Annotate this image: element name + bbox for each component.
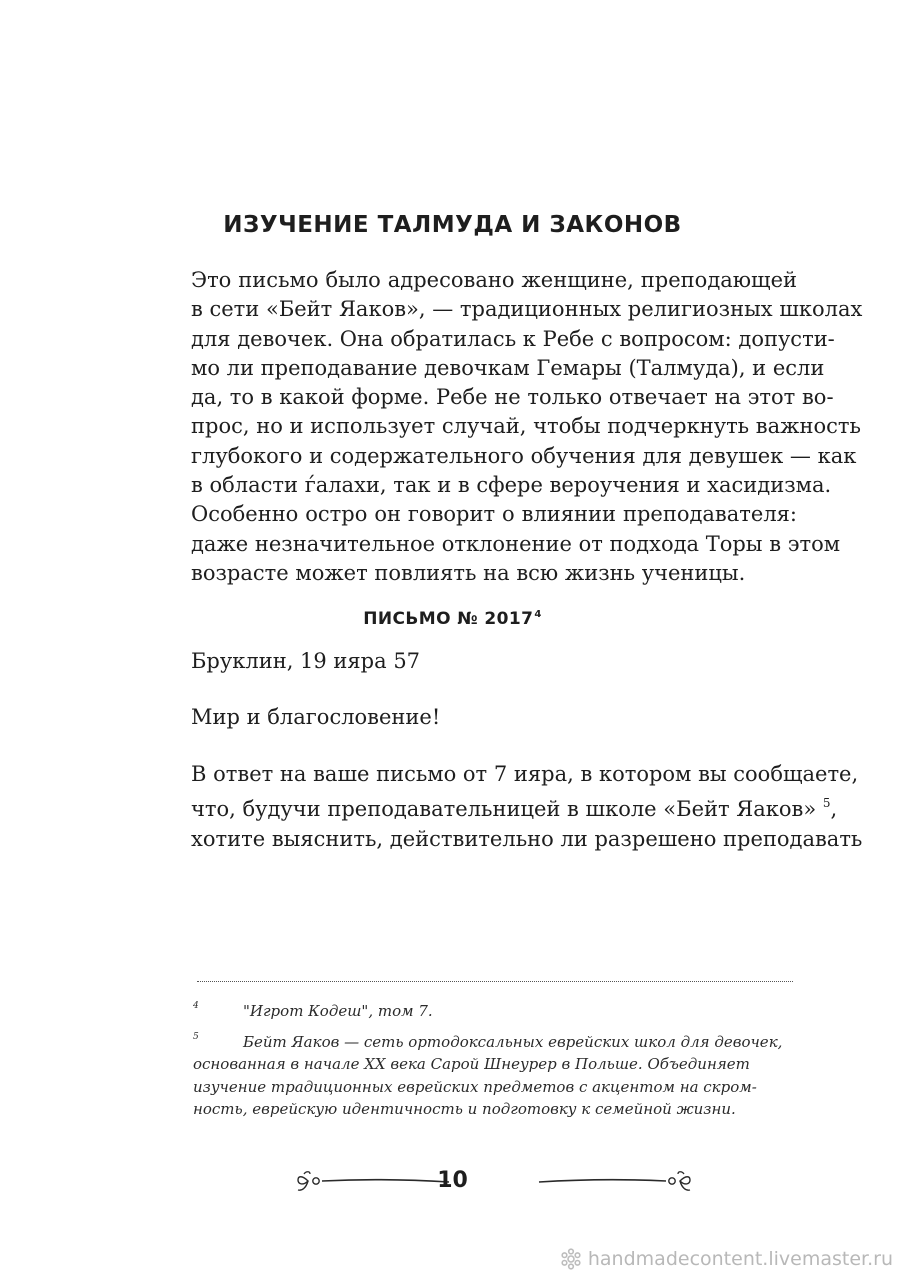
snowflake-logo-icon bbox=[560, 1248, 582, 1270]
right-vine-ornament-icon bbox=[534, 1166, 694, 1196]
letter-heading-text: ПИСЬМО № 2017 bbox=[363, 609, 534, 629]
intro-line: для девочек. Она обратилась к Ребе с вопросом: допусти- bbox=[191, 326, 835, 351]
intro-line: Это письмо было адресовано женщине, преподающей bbox=[191, 268, 797, 292]
chapter-title: ИЗУЧЕНИЕ ТАЛМУДА И ЗАКОНОВ bbox=[223, 212, 682, 238]
letter-heading bbox=[0, 609, 905, 629]
footnotes bbox=[193, 1000, 793, 1129]
intro-paragraph bbox=[191, 266, 863, 588]
body-line: В ответ на ваше письмо от 7 ияра, в котором вы сообщаете, bbox=[191, 762, 859, 786]
footnote-line: основанная в начале XX века Сарой Шнеурер в Польше. Объединяет bbox=[193, 1055, 750, 1073]
page-number: 10 bbox=[437, 1168, 468, 1193]
intro-line: Особенно остро он говорит о влиянии преподавателя: bbox=[191, 502, 797, 527]
footnote-4 bbox=[193, 1000, 793, 1023]
footnote-ref: 5 bbox=[822, 796, 831, 811]
footnote-line: ность, еврейскую идентичность и подготовку к семейной жизни. bbox=[193, 1100, 736, 1118]
footnote-divider bbox=[197, 981, 793, 982]
letter-body bbox=[191, 760, 863, 854]
body-punct: , bbox=[830, 797, 838, 822]
footnote-line: изучение традиционных еврейских предметов с акцентом на скром- bbox=[193, 1077, 757, 1096]
intro-line: мо ли преподавание девочкам Гемары (Талмуда), и если bbox=[191, 355, 825, 380]
body-line-text: что, будучи преподавательницей в школе «Бейт Яаков» bbox=[191, 797, 823, 822]
intro-line: в области ѓалахи, так и в сфере вероучения и хасидизма. bbox=[191, 473, 832, 498]
letter-greeting: Мир и благословение! bbox=[191, 705, 441, 729]
body-line: хотите выяснить, действительно ли разрешено преподавать bbox=[191, 826, 863, 851]
footnote-line: "Игрот Кодеш", том 7. bbox=[243, 1002, 433, 1020]
body-line bbox=[191, 789, 838, 824]
intro-line: возрасте может повлиять на всю жизнь ученицы. bbox=[191, 560, 746, 585]
intro-line: глубокого и содержательного обучения для девушек — как bbox=[191, 443, 857, 468]
intro-line: да, то в какой форме. Ребе не только отвечает на этот во- bbox=[191, 385, 834, 410]
watermark bbox=[560, 1248, 893, 1270]
letter-dateline: Бруклин, 19 ияра 57 bbox=[191, 649, 421, 673]
footnote-ref: 4 bbox=[534, 609, 542, 620]
footnote-number: 5 bbox=[193, 1031, 199, 1042]
intro-line: в сети «Бейт Яаков», — традиционных религиозных школах bbox=[191, 297, 863, 322]
watermark-text: handmadecontent.livemaster.ru bbox=[587, 1248, 893, 1270]
footnote-number: 4 bbox=[193, 1001, 199, 1011]
intro-line: прос, но и использует случай, чтобы подчеркнуть важность bbox=[191, 414, 861, 439]
footnote-line: Бейт Яаков — сеть ортодоксальных еврейских школ для девочек, bbox=[243, 1032, 783, 1051]
intro-line: даже незначительное отклонение от подхода Торы в этом bbox=[191, 531, 841, 556]
footnote-5 bbox=[193, 1031, 793, 1121]
